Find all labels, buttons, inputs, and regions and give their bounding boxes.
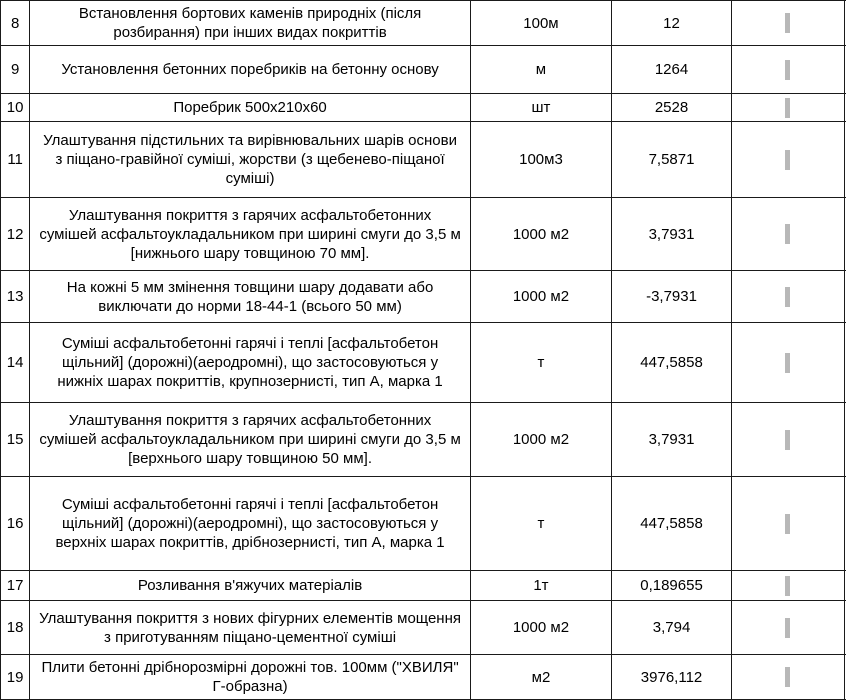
unit-of-measure: м2 bbox=[470, 655, 611, 700]
row-number: 19 bbox=[1, 655, 30, 700]
price-cell[interactable] bbox=[732, 571, 845, 601]
work-description: Улаштування покриття з гарячих асфальтобетонних сумішей асфальтоукладальником при ширині смуги до 3,5 м [нижнього шару товщиною 70 мм]. bbox=[30, 198, 471, 271]
quantity: -3,7931 bbox=[612, 271, 732, 323]
table-row bbox=[1, 46, 846, 94]
table-row bbox=[1, 1, 846, 46]
quantity: 2528 bbox=[612, 94, 732, 122]
table-row bbox=[1, 655, 846, 700]
table-row bbox=[1, 323, 846, 403]
cell-marker-icon bbox=[785, 618, 790, 638]
row-number: 17 bbox=[1, 571, 30, 601]
cell-marker-icon bbox=[785, 514, 790, 534]
row-number: 14 bbox=[1, 323, 30, 403]
unit-of-measure: 1000 м2 bbox=[470, 271, 611, 323]
table-row bbox=[1, 198, 846, 271]
work-description: Поребрик 500х210х60 bbox=[30, 94, 471, 122]
cell-marker-icon bbox=[785, 287, 790, 307]
quantity: 3,7931 bbox=[612, 403, 732, 477]
quantity: 447,5858 bbox=[612, 323, 732, 403]
work-description: На кожні 5 мм змінення товщини шару додавати або виключати до норми 18-44-1 (всього 50 мм) bbox=[30, 271, 471, 323]
table-row bbox=[1, 271, 846, 323]
unit-of-measure: 1000 м2 bbox=[470, 198, 611, 271]
table-row bbox=[1, 571, 846, 601]
table-row bbox=[1, 94, 846, 122]
quantity: 3,7931 bbox=[612, 198, 732, 271]
unit-of-measure: м bbox=[470, 46, 611, 94]
row-number: 10 bbox=[1, 94, 30, 122]
unit-of-measure: 100м bbox=[470, 1, 611, 46]
price-cell[interactable] bbox=[732, 46, 845, 94]
quantity: 12 bbox=[612, 1, 732, 46]
table-row bbox=[1, 403, 846, 477]
work-description: Встановлення бортових каменів природніх (після розбирання) при інших видах покриттів bbox=[30, 1, 471, 46]
price-cell[interactable] bbox=[732, 477, 845, 571]
quantity: 7,5871 bbox=[612, 122, 732, 198]
work-description: Розливання в'яжучих матеріалів bbox=[30, 571, 471, 601]
cell-marker-icon bbox=[785, 13, 790, 33]
price-cell[interactable] bbox=[732, 655, 845, 700]
table-row bbox=[1, 601, 846, 655]
price-cell[interactable] bbox=[732, 403, 845, 477]
price-cell[interactable] bbox=[732, 271, 845, 323]
row-number: 8 bbox=[1, 1, 30, 46]
row-number: 18 bbox=[1, 601, 30, 655]
row-number: 9 bbox=[1, 46, 30, 94]
cell-marker-icon bbox=[785, 98, 790, 118]
cell-marker-icon bbox=[785, 430, 790, 450]
work-description: Плити бетонні дрібнорозмірні дорожні тов. 100мм ("ХВИЛЯ" Г-образна) bbox=[30, 655, 471, 700]
work-description: Установлення бетонних поребриків на бетонну основу bbox=[30, 46, 471, 94]
cell-marker-icon bbox=[785, 576, 790, 596]
unit-of-measure: т bbox=[470, 477, 611, 571]
cell-marker-icon bbox=[785, 150, 790, 170]
cell-marker-icon bbox=[785, 60, 790, 80]
row-number: 16 bbox=[1, 477, 30, 571]
price-cell[interactable] bbox=[732, 323, 845, 403]
work-description: Суміші асфальтобетонні гарячі і теплі [асфальтобетон щільний] (дорожні)(аеродромні), що застосовуються у нижніх шарах покриттів, крупнозернисті, тип А, марка 1 bbox=[30, 323, 471, 403]
quantity: 447,5858 bbox=[612, 477, 732, 571]
quantity: 3,794 bbox=[612, 601, 732, 655]
cell-marker-icon bbox=[785, 353, 790, 373]
quantity: 0,189655 bbox=[612, 571, 732, 601]
cell-marker-icon bbox=[785, 667, 790, 687]
unit-of-measure: т bbox=[470, 323, 611, 403]
price-cell[interactable] bbox=[732, 601, 845, 655]
work-description: Улаштування підстильних та вирівнювальних шарів основи з піщано-гравійної суміші, жорстви (з щебенево-піщаної суміші) bbox=[30, 122, 471, 198]
row-number: 15 bbox=[1, 403, 30, 477]
row-number: 11 bbox=[1, 122, 30, 198]
quantity: 1264 bbox=[612, 46, 732, 94]
table-row bbox=[1, 477, 846, 571]
table-row bbox=[1, 122, 846, 198]
unit-of-measure: шт bbox=[470, 94, 611, 122]
unit-of-measure: 1т bbox=[470, 571, 611, 601]
price-cell[interactable] bbox=[732, 94, 845, 122]
row-number: 12 bbox=[1, 198, 30, 271]
unit-of-measure: 100м3 bbox=[470, 122, 611, 198]
cell-marker-icon bbox=[785, 224, 790, 244]
work-description: Суміші асфальтобетонні гарячі і теплі [асфальтобетон щільний] (дорожні)(аеродромні), що застосовуються у верхніх шарах покриттів, дрібнозернисті, тип А, марка 1 bbox=[30, 477, 471, 571]
work-description: Улаштування покриття з гарячих асфальтобетонних сумішей асфальтоукладальником при ширині смуги до 3,5 м [верхнього шару товщиною 50 мм]. bbox=[30, 403, 471, 477]
work-description: Улаштування покриття з нових фігурних елементів мощення з приготуванням піщано-цементної суміші bbox=[30, 601, 471, 655]
price-cell[interactable] bbox=[732, 122, 845, 198]
price-cell[interactable] bbox=[732, 1, 845, 46]
unit-of-measure: 1000 м2 bbox=[470, 403, 611, 477]
quantity: 3976,112 bbox=[612, 655, 732, 700]
price-cell[interactable] bbox=[732, 198, 845, 271]
unit-of-measure: 1000 м2 bbox=[470, 601, 611, 655]
row-number: 13 bbox=[1, 271, 30, 323]
